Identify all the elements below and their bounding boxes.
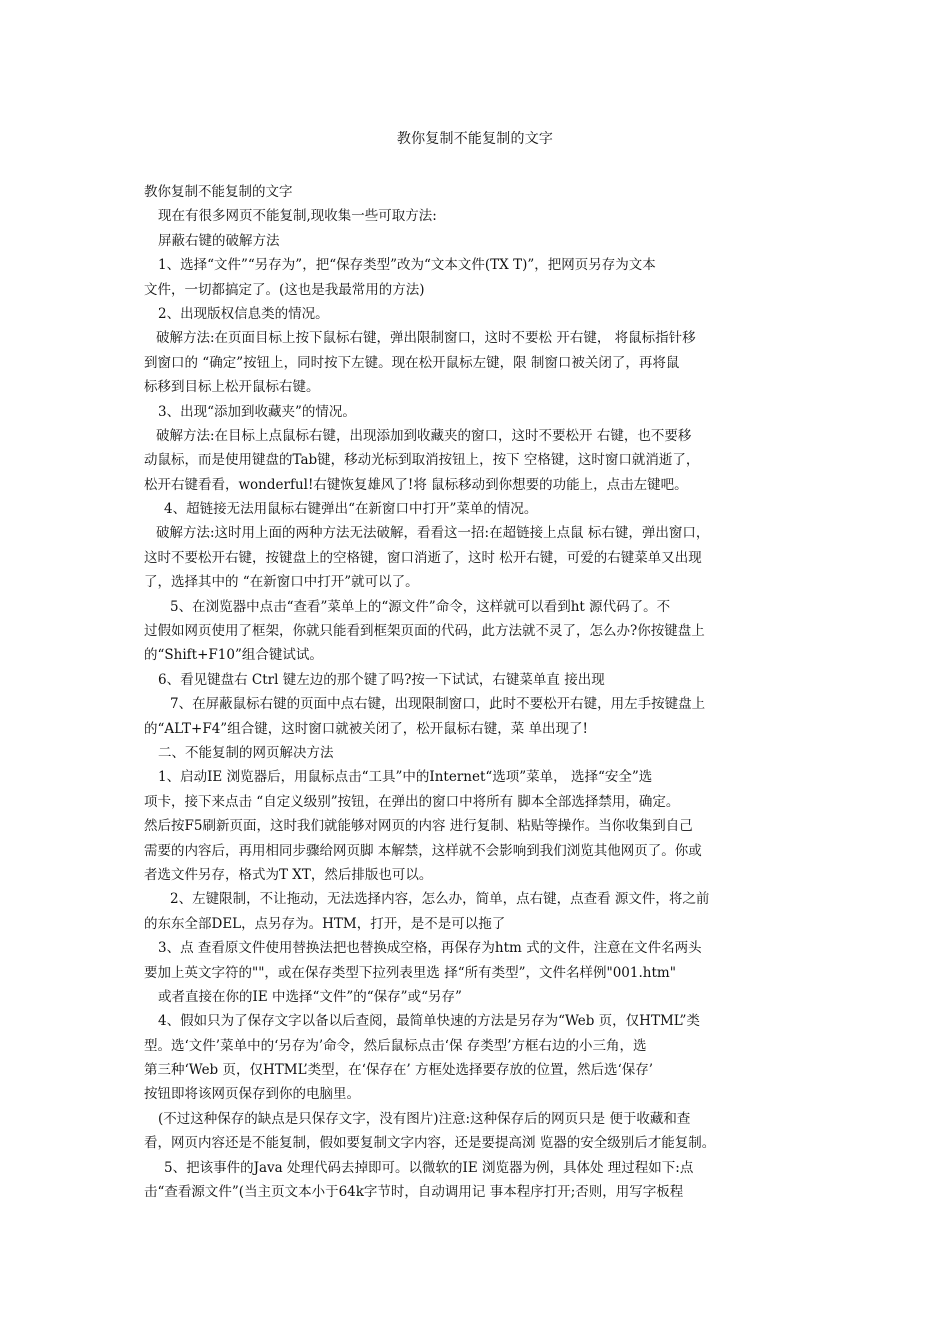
body-line: 教你复制不能复制的文字 <box>144 184 293 200</box>
body-line: 屏蔽右键的破解方法 <box>158 232 280 249</box>
body-line: 4、超链接无法用鼠标右键弹出“在新窗口中打开”菜单的情况。 <box>164 501 538 518</box>
body-line: 或者直接在你的IE 中选择“文件”的“保存”或“另存” <box>158 988 462 1005</box>
body-line: 需要的内容后，再用相同步骤给网页脚 本解禁，这样就不会影响到我们浏览其他网页了。你或 <box>144 842 702 859</box>
body-line: 的“Shift+F10”组合键试试。 <box>144 647 323 664</box>
body-line: 文件，一切都搞定了。(这也是我最常用的方法) <box>144 281 425 298</box>
body-line: 3、点 查看原文件使用替换法把也替换成空格，再保存为htm 式的文件，注意在文件名两头 <box>158 940 702 957</box>
body-line: 4、假如只为了保存文字以备以后查阅，最简单快速的方法是另存为“Web 页，仅HTML”类 <box>158 1013 700 1030</box>
body-line: 这时不要松开右键，按键盘上的空格键，窗口消逝了，这时 松开右键，可爱的右键菜单又出现 <box>144 549 702 566</box>
body-line: 击“查看源文件”(当主页文本小于64k字节时，自动调用记 事本程序打开;否则，用写字板程 <box>144 1184 684 1201</box>
body-line: 标移到目标上松开鼠标右键。 <box>144 379 320 396</box>
body-line: 要加上英文字符的""，或在保存类型下拉列表里选 择“所有类型”，文件名样例"001.htm" <box>144 964 676 981</box>
body-line: 2、出现版权信息类的情况。 <box>158 305 329 322</box>
body-line: 1、启动IE 浏览器后，用鼠标点击“工具”中的Internet“选项”菜单， 选择“安全”选 <box>158 769 653 786</box>
body-line: 的东东全部DEL，点另存为。HTM，打开，是不是可以拖了 <box>144 915 506 932</box>
body-line: 2、左键限制，不让拖动，无法选择内容，怎么办，简单，点右键，点查看 源文件，将之前 <box>170 891 710 908</box>
body-line: 破解方法:在页面目标上按下鼠标右键，弹出限制窗口，这时不要松 开右键， 将鼠标指针移 <box>156 330 696 347</box>
body-line: 第三种‘Web 页，仅HTML’类型，在‘保存在’ 方框处选择要存放的位置，然后选‘保存’ <box>144 1062 654 1079</box>
body-line: 然后按F5刷新页面，这时我们就能够对网页的内容 进行复制、粘贴等操作。当你收集到自己 <box>144 818 693 835</box>
body-line: 的“ALT+F4”组合键，这时窗口就被关闭了，松开鼠标右键，菜 单出现了! <box>144 720 588 737</box>
body-line: 动鼠标，而是使用键盘的Tab键，移动光标到取消按钮上，按下 空格键，这时窗口就消逝了， <box>144 452 700 469</box>
body-line: 到窗口的 “确定”按钮上，同时按下左键。现在松开鼠标左键，限 制窗口被关闭了，再将鼠 <box>144 354 680 371</box>
body-line: (不过这种保存的缺点是只保存文字，没有图片)注意:这种保存后的网页只是 便于收藏和查 <box>158 1110 691 1127</box>
body-line: 过假如网页使用了框架，你就只能看到框架页面的代码，此方法就不灵了，怎么办?你按键盘上 <box>144 623 705 640</box>
body-line: 二、不能复制的网页解决方法 <box>158 744 334 761</box>
body-line: 者选文件另存，格式为T XT，然后排版也可以。 <box>144 866 433 883</box>
body-line: 破解方法:这时用上面的两种方法无法破解，看看这一招:在超链接上点鼠 标右键，弹出窗口， <box>156 525 710 542</box>
body-line: 5、在浏览器中点击“查看”菜单上的“源文件”命令，这样就可以看到ht 源代码了。不 <box>170 598 671 615</box>
document-title: 教你复制不能复制的文字 <box>396 131 554 147</box>
body-line: 1、选择“文件”“另存为”，把“保存类型”改为“文本文件(TX T)”，把网页另存为文本 <box>158 257 656 274</box>
body-line: 项卡，接下来点击 “自定义级别”按钮，在弹出的窗口中将所有 脚本全部选择禁用，确定。 <box>144 793 680 810</box>
body-line: 按钮即将该网页保存到你的电脑里。 <box>144 1086 360 1103</box>
document-body <box>144 180 812 1204</box>
body-line: 松开右键看看，wonderful!右键恢复雄风了!将 鼠标移动到你想要的功能上，点击左键吧。 <box>144 476 688 493</box>
body-line: 5、把该事件的Java 处理代码去掉即可。以微软的IE 浏览器为例，具体处 理过程如下:点 <box>164 1159 694 1176</box>
body-line: 7、在屏蔽鼠标右键的页面中点右键，出现限制窗口，此时不要松开右键，用左手按键盘上 <box>170 696 706 713</box>
body-line: 破解方法:在目标上点鼠标右键，出现添加到收藏夹的窗口，这时不要松开 右键，也不要移 <box>156 427 692 444</box>
body-line: 型。选‘文件’菜单中的‘另存为’命令，然后鼠标点击‘保 存类型’方框右边的小三角，选 <box>144 1037 647 1054</box>
body-line: 6、看见键盘右 Ctrl 键左边的那个键了吗?按一下试试，右键菜单直 接出现 <box>158 671 605 688</box>
body-line: 3、出现“添加到收藏夹”的情况。 <box>158 403 356 420</box>
body-line: 现在有很多网页不能复制,现收集一些可取方法: <box>158 208 437 225</box>
body-line: 了，选择其中的 “在新窗口中打开”就可以了。 <box>144 574 419 591</box>
body-line: 看，网页内容还是不能复制，假如要复制文字内容，还是要提高浏 览器的安全级别后才能复制。 <box>144 1135 716 1152</box>
